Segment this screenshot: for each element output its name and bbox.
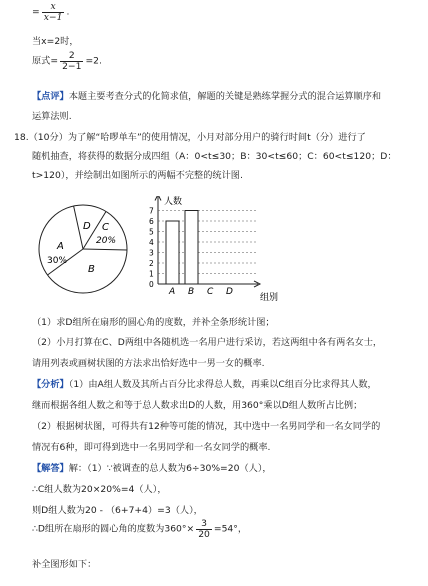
pie-label-c: C bbox=[102, 222, 109, 233]
pie-divider-a-d bbox=[74, 206, 83, 249]
bar-b bbox=[185, 211, 198, 285]
y-tick-label: 4 bbox=[149, 238, 154, 247]
solution-line-3: 则D组人数为20 - （6+7+4）=3（人）， bbox=[32, 505, 203, 516]
analysis-line-1: 【分析】（1）由A组人数及其所占百分比求得总人数，再乘以C组百分比求得其人数， bbox=[32, 379, 377, 390]
problem-line-2: 随机抽查，将获得的数据分成四组（A：0<t≤30；B：30<t≤60；C：60<t≤120；D： bbox=[32, 151, 397, 162]
problem-number: 18. bbox=[14, 132, 29, 143]
pie-pct-c: 20% bbox=[96, 236, 117, 246]
category-label-a: A bbox=[169, 287, 176, 297]
comment-line-2: 运算法则. bbox=[32, 111, 72, 122]
category-label-c: C bbox=[207, 287, 214, 297]
solution-tag: 【解答】 bbox=[32, 463, 69, 474]
pie-label-b: B bbox=[88, 264, 95, 275]
problem-line-1: 18.（10分）为了解“哈啰单车”的使用情况，小月对部分用户的骑行时间t（分）进行了 bbox=[14, 132, 366, 143]
y-tick-label: 1 bbox=[149, 269, 154, 279]
pie-label-d: D bbox=[83, 221, 91, 232]
question-1: （1）求D组所在扇形的圆心角的度数，并补全条形统计图； bbox=[32, 317, 275, 328]
category-label-b: B bbox=[188, 287, 195, 297]
analysis-line-4: 情况有6种，即可得到选中一名男同学和一名女同学的概率. bbox=[32, 442, 271, 453]
y-tick-label: 5 bbox=[149, 227, 154, 237]
fraction-2-over-2-minus-1: $\frac{2}{2-1}$ bbox=[62, 50, 82, 72]
fraction-3-over-20: $\frac{3}{20}$ bbox=[198, 518, 210, 540]
bar-a bbox=[166, 221, 179, 284]
bar-chart-xlabel: 组别 bbox=[260, 293, 279, 303]
analysis-line-3: （2）根据树状图，可得共有12种等可能的情况，其中选中一名男同学和一名女同学的 bbox=[32, 421, 381, 432]
y-tick-label: 2 bbox=[149, 259, 154, 268]
fraction-x-over-x-minus-1: $\frac{x}{x-1}$ bbox=[43, 1, 63, 23]
analysis-tag: 【分析】 bbox=[32, 379, 69, 390]
simplified-expression: = $\frac{x}{x-1}$ . bbox=[32, 1, 70, 23]
when-x-equals-2: 当x=2时， bbox=[32, 36, 79, 47]
question-2-line-1: （2）小月打算在C、D两组中各随机选一名用户进行采访，若这两组中各有两名女士， bbox=[32, 337, 383, 348]
original-expression: 原式= $\frac{2}{2-1}$ =2. bbox=[32, 50, 102, 72]
bar-chart-ylabel: 人数 bbox=[164, 197, 183, 207]
y-tick-label: 6 bbox=[149, 217, 154, 226]
category-label-d: D bbox=[226, 287, 233, 297]
question-2-line-2: 请用列表或画树状图的方法求出恰好选中一男一女的概率. bbox=[32, 358, 265, 369]
pie-pct-a: 30% bbox=[47, 256, 68, 266]
solution-line-4: ∴D组所在扇形的圆心角的度数为360°× $\frac{3}{20}$ =54°， bbox=[32, 518, 248, 540]
problem-line-3: t>120），并绘制出如图所示的两幅不完整的统计图. bbox=[32, 170, 243, 181]
problem-score: （10分） bbox=[28, 132, 68, 143]
solution-line-1: 【解答】解：（1）∵被调查的总人数为6÷30%=20（人）， bbox=[32, 463, 272, 474]
comment-line-1: 【点评】本题主要考查分式的化简求值，解题的关键是熟练掌握分式的混合运算顺序和 bbox=[32, 91, 382, 102]
solution-line-5: 补全图形如下： bbox=[32, 559, 97, 570]
pie-chart bbox=[36, 202, 130, 296]
equals-sign: = bbox=[32, 6, 40, 18]
analysis-line-2: 继而根据各组人数之和等于总人数求出D的人数，用360°乘以D组人数所占比例； bbox=[32, 400, 363, 411]
pie-divider-c-b bbox=[83, 249, 127, 250]
pie-label-a: A bbox=[57, 241, 64, 252]
comment-tag: 【点评】 bbox=[32, 91, 69, 102]
y-tick-label: 3 bbox=[149, 248, 154, 258]
solution-line-2: ∴C组人数为20×20%=4（人）， bbox=[32, 484, 167, 495]
y-tick-label: 7 bbox=[149, 206, 154, 216]
bar-chart bbox=[140, 196, 290, 306]
y-tick-label: 0 bbox=[149, 280, 154, 289]
